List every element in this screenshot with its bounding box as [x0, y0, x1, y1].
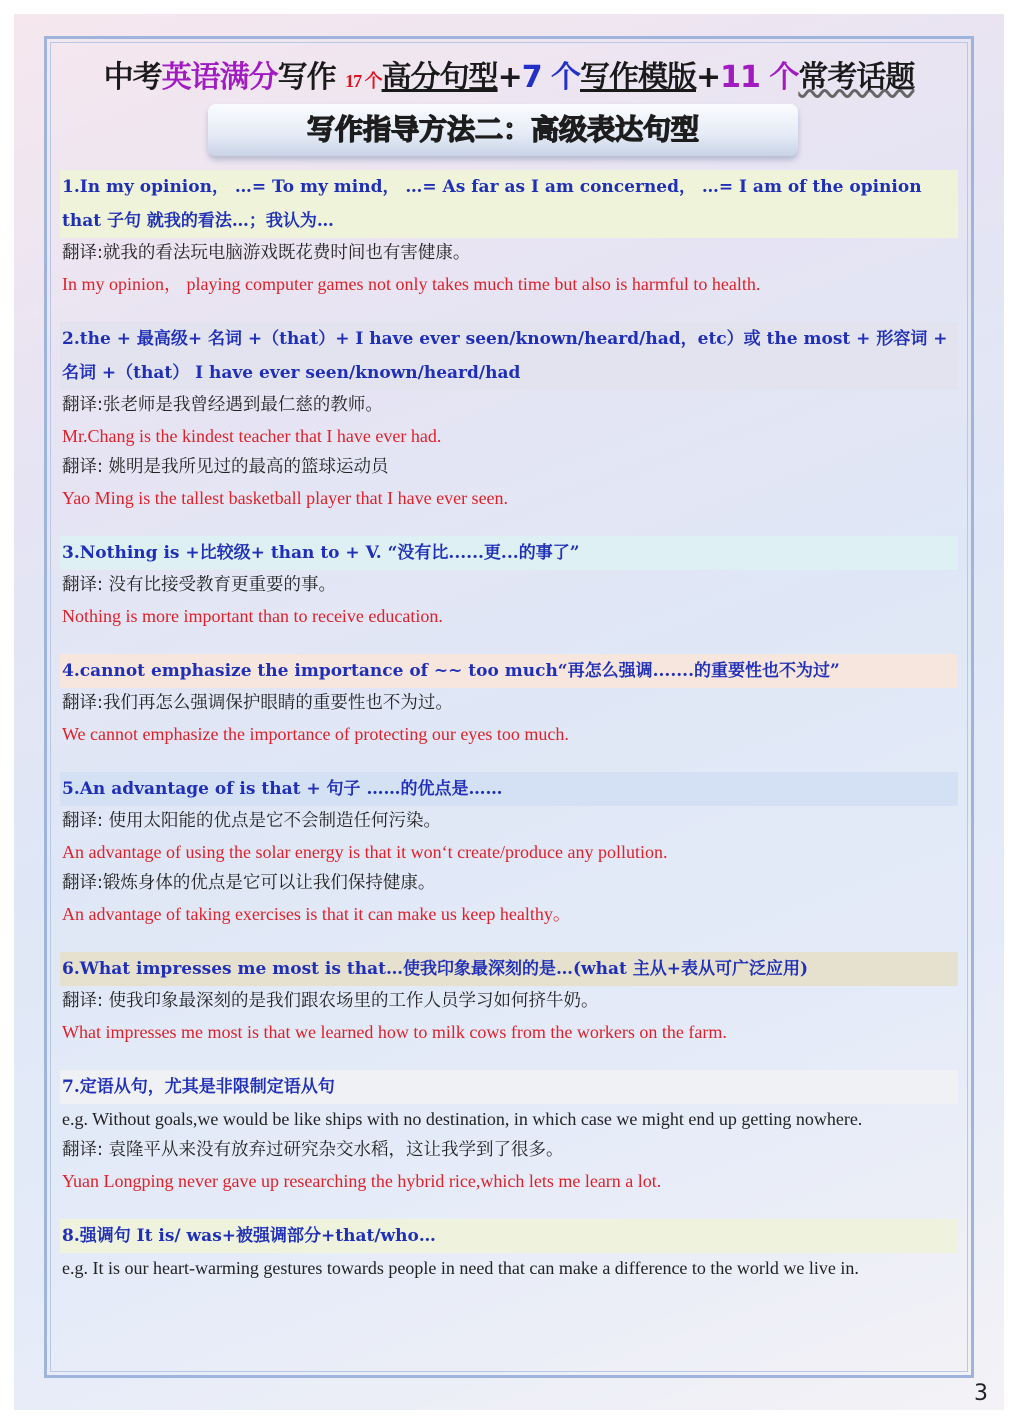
- english-example: Yuan Longping never gave up researching the hybrid rice,which lets me learn a lot.: [62, 1171, 662, 1191]
- example-sentence: e.g. Without goals,we would be like ships with no destination, in which case we might end up getting nowhere.: [62, 1109, 863, 1129]
- title-segment: 高分句型: [381, 60, 498, 95]
- banner-text: 写作指导方法二：高级表达句型: [306, 113, 699, 146]
- title-segment: 英语满分: [161, 60, 278, 95]
- sentence-pattern-section: [60, 772, 958, 930]
- translation-prompt: 翻译: 袁隆平从来没有放弃过研究杂交水稻，这让我学到了很多。: [62, 1140, 564, 1160]
- english-example: What impresses me most is that we learned how to milk cows from the workers on the farm.: [62, 1022, 727, 1042]
- sentence-pattern-section: [60, 1070, 958, 1197]
- translation-prompt: 翻译: 使用太阳能的优点是它不会制造任何污染。: [62, 811, 441, 831]
- page-title: [0, 52, 1018, 96]
- example-sentence: e.g. It is our heart-warming gestures towards people in need that can make a difference to the world we live in.: [62, 1258, 859, 1278]
- content-area: [60, 170, 958, 1306]
- english-example: We cannot emphasize the importance of protecting our eyes too much.: [62, 724, 569, 744]
- section-banner: [208, 104, 798, 156]
- title-segment: 常考话题: [798, 60, 915, 95]
- pattern-heading: 6.What impresses me most is that…使我印象最深刻的是…(what 主从+表从可广泛应用): [60, 952, 958, 986]
- pattern-heading: 7.定语从句，尤其是非限制定语从句: [60, 1070, 958, 1104]
- pattern-heading: 4.cannot emphasize the importance of ~~ too much“再怎么强调.......的重要性也不为过”: [60, 654, 958, 688]
- title-segment: 写作: [277, 60, 346, 95]
- sentence-pattern-section: [60, 654, 958, 750]
- english-example: An advantage of taking exercises is that it can make us keep healthy。: [62, 904, 571, 924]
- title-segment: 写作模版: [580, 60, 697, 95]
- title-segment: +: [696, 60, 721, 95]
- page-number: 3: [974, 1381, 988, 1406]
- pattern-heading: 3.Nothing is +比较级+ than to + V. “没有比......更...的事了”: [60, 536, 958, 570]
- sentence-pattern-section: [60, 322, 958, 514]
- english-example: Yao Ming is the tallest basketball player that I have ever seen.: [62, 488, 509, 508]
- pattern-heading: 2.the + 最高级+ 名词 +（that）+ I have ever seen/known/heard/had，etc）或 the most + 形容词 + 名词 +（that） I have ever seen/known/heard/had: [60, 322, 958, 390]
- sentence-pattern-section: [60, 536, 958, 632]
- translation-prompt: 翻译:张老师是我曾经遇到最仁慈的教师。: [62, 395, 383, 415]
- sentence-pattern-section: [60, 170, 958, 300]
- sentence-pattern-section: [60, 952, 958, 1048]
- translation-prompt: 翻译:锻炼身体的优点是它可以让我们保持健康。: [62, 873, 436, 893]
- title-segment: +: [497, 60, 522, 95]
- translation-prompt: 翻译:我们再怎么强调保护眼睛的重要性也不为过。: [62, 693, 453, 713]
- translation-prompt: 翻译: 没有比接受教育更重要的事。: [62, 575, 336, 595]
- sentence-pattern-section: [60, 1219, 958, 1284]
- pattern-heading: 1.In my opinion， …= To my mind， …= As far as I am concerned， …= I am of the opinion that 子句 就我的看法…；我认为…: [60, 170, 958, 238]
- translation-prompt: 翻译: 使我印象最深刻的是我们跟农场里的工作人员学习如何挤牛奶。: [62, 991, 599, 1011]
- translation-prompt: 翻译:就我的看法玩电脑游戏既花费时间也有害健康。: [62, 243, 471, 263]
- english-example: Mr.Chang is the kindest teacher that I have ever had.: [62, 426, 442, 446]
- english-example: An advantage of using the solar energy is that it won‘t create/produce any pollution.: [62, 842, 668, 862]
- title-segment: 11 个: [720, 60, 799, 95]
- pattern-heading: 8.强调句 It is/ was+被强调部分+that/who…: [60, 1219, 958, 1253]
- english-example: In my opinion， playing computer games not only takes much time but also is harmful to health.: [62, 274, 761, 294]
- pattern-heading: 5.An advantage of is that + 句子 ……的优点是……: [60, 772, 958, 806]
- english-example: Nothing is more important than to receive education.: [62, 606, 443, 626]
- title-segment: 7 个: [521, 60, 581, 95]
- title-segment: 17 个: [345, 71, 382, 91]
- title-segment: 中考: [103, 60, 162, 95]
- translation-prompt: 翻译: 姚明是我所见过的最高的篮球运动员: [62, 457, 389, 477]
